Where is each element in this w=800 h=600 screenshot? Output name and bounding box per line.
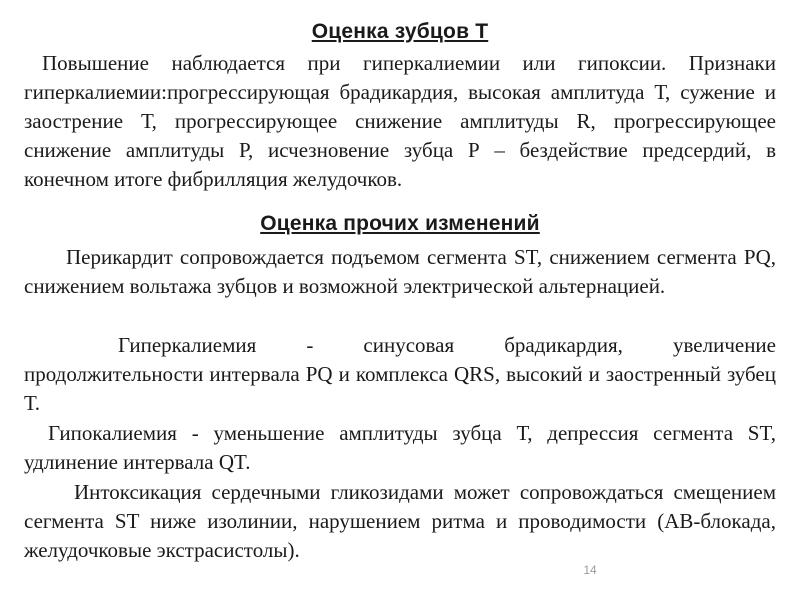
hyperkalemia-paragraph: Гиперкалиемия - синусовая брадикардия, увеличение продолжительности интервала PQ и комплекса QRS, высокий и заостренный зубец Т.	[24, 333, 776, 415]
pericarditis-paragraph: Перикардит сопровождается подъемом сегмента ST, снижением сегмента PQ, снижением вольтажа зубцов и возможной электрической альтернацией.	[24, 245, 776, 298]
section-title-t-waves: Оценка зубцов Т	[311, 20, 489, 43]
page-number: 14	[583, 563, 597, 577]
t-waves-paragraph: Повышение наблюдается при гиперкалиемии или гипоксии. Признаки гиперкалиемии:прогрессирующая брадикардия, высокая амплитуда Т, сужение и заострение Т, прогрессирующее снижение амплитуды R, прогрессирующее снижение амплитуды Р, исчезновение зубца Р – бездействие предсердий, в конечном итоге фибрилляция желудочков.	[24, 51, 776, 191]
section-title-other-changes: Оценка прочих изменений	[260, 212, 540, 235]
glycoside-intoxication-paragraph: Интоксикация сердечными гликозидами может сопровождаться смещением сегмента ST ниже изолинии, нарушением ритма и проводимости (АВ-блокада, желудочковые экстрасистолы).	[24, 480, 776, 562]
hypokalemia-paragraph: Гипокалиемия - уменьшение амплитуды зубца Т, депрессия сегмента ST, удлинение интервала QT.	[24, 421, 776, 474]
